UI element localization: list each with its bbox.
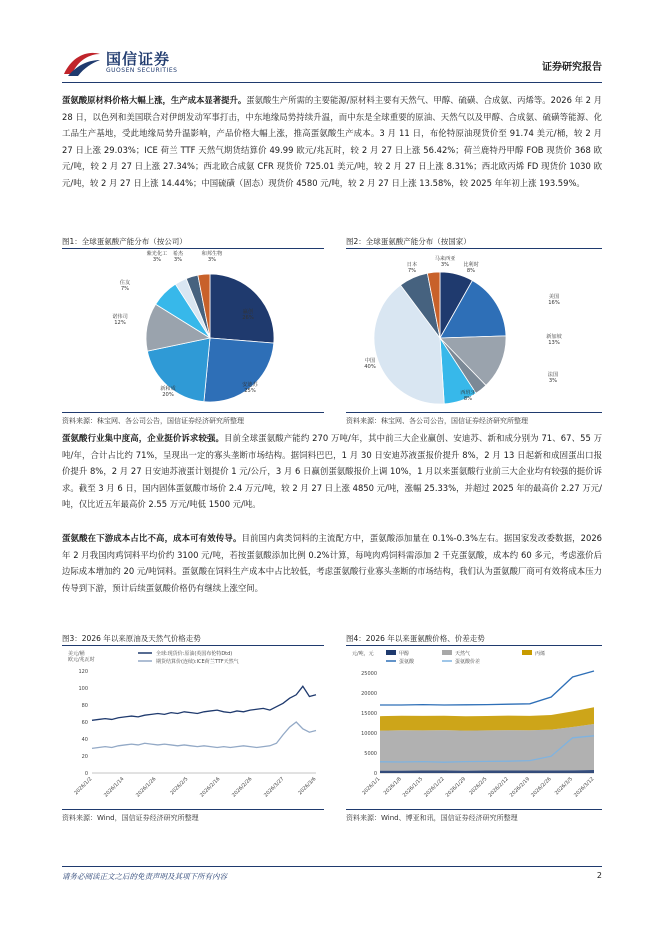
pie-slice-1 <box>204 338 274 402</box>
figure-3-line-chart <box>62 647 324 807</box>
pie-label-name: 希杰 <box>172 251 184 257</box>
line-series-3 <box>380 671 594 705</box>
header-divider <box>62 82 602 83</box>
x-tick-label: 2026/1/15 <box>401 776 425 799</box>
paragraph-raw-material <box>62 92 602 192</box>
x-tick-label: 2026/1/22 <box>423 776 446 799</box>
pie-label-name: 住友 <box>119 280 131 286</box>
x-tick-label: 2026/3/27 <box>263 776 286 799</box>
pie-label-pct: 20% <box>162 392 174 398</box>
y-tick-label: 80 <box>81 703 88 709</box>
pie-label-name: 诺伟司 <box>112 314 128 320</box>
y-axis-label: 美元/桶 <box>68 651 85 657</box>
pie-label-name: 比利时 <box>463 262 479 268</box>
figure-4-source: 资料来源：Wind、博亚和讯，国信证券经济研究所整理 <box>346 814 518 822</box>
figure-1-bottom-rule <box>62 412 324 413</box>
x-tick-label: 2026/3/12 <box>573 776 596 799</box>
x-tick-label: 2026/2/16 <box>199 776 222 799</box>
x-tick-label: 2026/3/5 <box>553 776 575 797</box>
pie-label-pct: 13% <box>548 340 560 346</box>
pie-label-pct: 3% <box>207 257 217 263</box>
y-tick-label: 25000 <box>361 671 377 677</box>
x-tick-label: 2026/3/6 <box>297 776 318 797</box>
legend-label: 天然气 <box>455 651 471 657</box>
x-tick-label: 2026/1/26 <box>135 776 158 799</box>
footer-disclaimer: 请务必阅读正文之后的免责声明及其项下所有内容 <box>62 872 227 881</box>
legend-label: 甲醇 <box>399 651 410 657</box>
figure-2-title: 图2：全球蛋氨酸产能分布（按国家） <box>346 237 471 246</box>
y-tick-label: 60 <box>81 720 88 726</box>
y-tick-label: 0 <box>84 771 88 777</box>
paragraph-body: 目前国内禽类饲料的主流配方中，蛋氨酸添加量在 0.1%-0.3%左右。据国家发改委数据，2026 年 2 月我国肉鸡饲料平均价约 3100 元/吨，若按蛋氨酸添加比例 0.2%计算，每吨肉鸡饲料需添加 2 千克蛋氨酸，成本约 60 多元，考虑涨价后边际成本增加约 20 元/吨饲料。蛋氨酸在饲料生产成本中占比较低，考虑蛋氨酸行业寡头垄断的市场结构，我们认为蛋氨酸厂商可有效将成本压力传导到下游，预计后续蛋氨酸价格仍有继续上涨空间。 <box>62 533 602 593</box>
pie-label-name: 安迪苏 <box>242 382 258 388</box>
x-tick-label: 2026/2/26 <box>530 776 553 799</box>
paragraph-body: 目前全球蛋氨酸产能约 270 万吨/年，其中前三大企业赢创、安迪苏、新和成分别为 71、67、55 万吨/年，合计占比约 71%，呈现出一定的寡头垄断市场结构。据饲料巴巴，1 月 30 日安迪苏液蛋报价提升 8%，2 月 13 日起新和成固蛋出口报价提升 8%，2 月 27 日安迪苏液蛋计划提价 1 元/公斤，3 月 6 日赢创蛋氨酸报价上调 10%，1 月以来蛋氨酸行业前三大企业均有较强的挺价诉求。截至 3 月 6 日，国内固体蛋氨酸市场价 2.4 万元/吨，较 2 月 27 日上涨 4850 元/吨，涨幅 25.33%，并超过 2025 年的最高价 2.27 万元/吨，仅比近五年最高价 2.55 万元/吨低 1500 元/吨。 <box>62 433 602 510</box>
pie-label-name: 中国 <box>364 358 376 364</box>
legend-label: 蛋氨酸价差 <box>455 659 481 665</box>
legend-label: 期货结算价(连续):ICE荷兰TTF天然气 <box>156 659 239 665</box>
guosen-logo-icon <box>62 48 102 78</box>
x-tick-label: 2026/2/5 <box>468 776 489 797</box>
logo-text: 国信证券 <box>106 50 171 68</box>
pie-label-pct: 7% <box>120 286 130 292</box>
figure-3-source: 资料来源：Wind，国信证券经济研究所整理 <box>62 814 199 822</box>
pie-label-pct: 3% <box>440 262 450 268</box>
x-tick-label: 2026/1/2 <box>73 776 94 797</box>
legend-swatch <box>522 650 532 655</box>
figure-4-rule <box>346 645 602 646</box>
paragraph-body: 蛋氨酸生产所需的主要能源/原材料主要有天然气、甲醇、硫磺、合成氨、丙烯等。2026 年 2 月 28 日，以色列和美国联合对伊朗发动军事打击，中东地缘局势持续升温，而中东是全球重要的原油、天然气以及甲醇、合成氨、硫磺等能源、化工品生产基地，受此地缘局势升温影响，产品价格大幅上涨，推高蛋氨酸生产成本。3 月 11 日，布伦特原油现货价至 91.74 美元/桶，较 2 月 27 日上涨 29.03%；ICE 荷兰 TTF 天然气期货结算价 49.99 欧元/兆瓦时，较 2 月 27 日上涨 56.42%；荷兰鹿特丹甲醇 FOB 现货价 368 欧元/吨，较 2 月 27 日上涨 27.34%；西北欧合成氨 CFR 现货价 725.01 美元/吨，较 2 月 27 日上涨 8.31%；西北欧丙烯 FD 现货价 1030 欧元/吨，较 2 月 27 日上涨 14.44%；中国硫磺（固态）现货价 4580 元/吨，较 2 月 27 日上涨 13.58%，较 2025 年年初上涨 193.59%。 <box>62 95 602 188</box>
figure-1-source: 资料来源：秣宝网、各公司公告，国信证券经济研究所整理 <box>62 417 244 425</box>
pie-label-pct: 3% <box>173 257 183 263</box>
figure-3-rule <box>62 645 324 646</box>
x-tick-label: 2026/1/1 <box>361 776 382 797</box>
report-header <box>62 44 602 84</box>
pie-label-name: 日本 <box>406 262 418 268</box>
figure-1-title: 图1：全球蛋氨酸产能分布（按公司） <box>62 237 187 246</box>
x-tick-label: 2026/1/29 <box>444 776 468 799</box>
pie-label-pct: 3% <box>152 257 162 263</box>
y-tick-label: 10000 <box>361 731 377 737</box>
pie-label-name: 马来西亚 <box>434 256 456 262</box>
pie-label-name: 赢创 <box>242 309 254 315</box>
paragraph-concentration <box>62 430 602 513</box>
y-tick-label: 20 <box>81 754 88 760</box>
pie-label-pct: 8% <box>463 396 473 402</box>
figure-4-area-chart <box>346 647 602 807</box>
series-line-1 <box>92 722 316 748</box>
paragraph-lead: 蛋氨酸行业集中度高，企业挺价诉求较强。 <box>62 433 225 443</box>
x-tick-label: 2026/2/19 <box>508 776 532 799</box>
x-tick-label: 2026/2/12 <box>487 776 510 799</box>
x-tick-label: 2026/1/8 <box>382 776 403 797</box>
series-line-0 <box>92 686 316 720</box>
figure-4-title: 图4：2026 年以来蛋氨酸价格、价差走势 <box>346 634 485 643</box>
page-number: 2 <box>596 871 602 880</box>
pie-label-name: 紫光化工 <box>146 251 168 257</box>
y-tick-label: 20000 <box>361 691 377 697</box>
figure-2-bottom-rule <box>346 412 602 413</box>
y-tick-label: 40 <box>81 737 88 743</box>
figure-3-title: 图3：2026 年以来原油及天然气价格走势 <box>62 634 201 643</box>
pie-label-pct: 26% <box>242 315 254 321</box>
legend-swatch <box>386 650 396 655</box>
figure-2-source: 资料来源：秣宝网、各公司公告，国信证券经济研究所整理 <box>346 417 528 425</box>
paragraph-cost-transfer <box>62 530 602 596</box>
pie-label-name: 新和成 <box>160 386 176 392</box>
pie-label-pct: 12% <box>114 320 126 326</box>
pie-label-pct: 16% <box>548 300 560 306</box>
logo-subtext: GUOSEN SECURITIES <box>106 67 178 74</box>
pie-label-pct: 40% <box>364 364 376 370</box>
x-tick-label: 2026/2/26 <box>231 776 254 799</box>
paragraph-lead: 蛋氨酸在下游成本占比不高，成本可有效传导。 <box>62 533 242 543</box>
y-tick-label: 5000 <box>364 751 377 757</box>
figure-1-rule <box>62 248 324 249</box>
x-tick-label: 2026/1/14 <box>103 776 126 799</box>
figure-2-pie-chart <box>346 250 602 410</box>
paragraph-lead: 蛋氨酸原材料价格大幅上涨，生产成本显著提升。 <box>62 95 247 105</box>
legend-swatch <box>442 650 452 655</box>
footer-divider <box>62 866 602 867</box>
pie-label-name: 西班牙 <box>460 390 476 396</box>
pie-label-pct: 25% <box>244 388 256 394</box>
area-series-2 <box>380 707 594 730</box>
y-tick-label: 100 <box>78 686 88 692</box>
pie-label-pct: 3% <box>548 378 558 384</box>
legend-label: 丙烯 <box>535 651 546 657</box>
figure-2-rule <box>346 248 602 249</box>
y-axis-label: 元/吨，元 <box>352 651 374 657</box>
figure-1-pie-chart <box>62 250 324 410</box>
pie-label-pct: 7% <box>407 268 417 274</box>
legend-label: 全球:现货价:原油(英国布伦特Dtd) <box>156 651 233 657</box>
x-tick-label: 2026/2/5 <box>169 776 190 797</box>
pie-label-name: 美国 <box>548 294 560 300</box>
legend-label: 蛋氨酸 <box>399 659 415 665</box>
y-tick-label: 15000 <box>361 711 377 717</box>
pie-label-name: 和邦生物 <box>201 251 223 257</box>
pie-label-name: 法国 <box>547 372 559 378</box>
pie-label-pct: 8% <box>466 268 476 274</box>
pie-label-name: 新加坡 <box>546 334 562 340</box>
report-type-label: 证券研究报告 <box>542 62 602 73</box>
figure-3-bottom-rule <box>62 809 324 810</box>
figure-4-bottom-rule <box>346 809 602 810</box>
y-tick-label: 0 <box>373 771 377 777</box>
y-tick-label: 120 <box>78 669 88 675</box>
y-axis-label: 欧元/兆瓦时 <box>68 657 95 663</box>
